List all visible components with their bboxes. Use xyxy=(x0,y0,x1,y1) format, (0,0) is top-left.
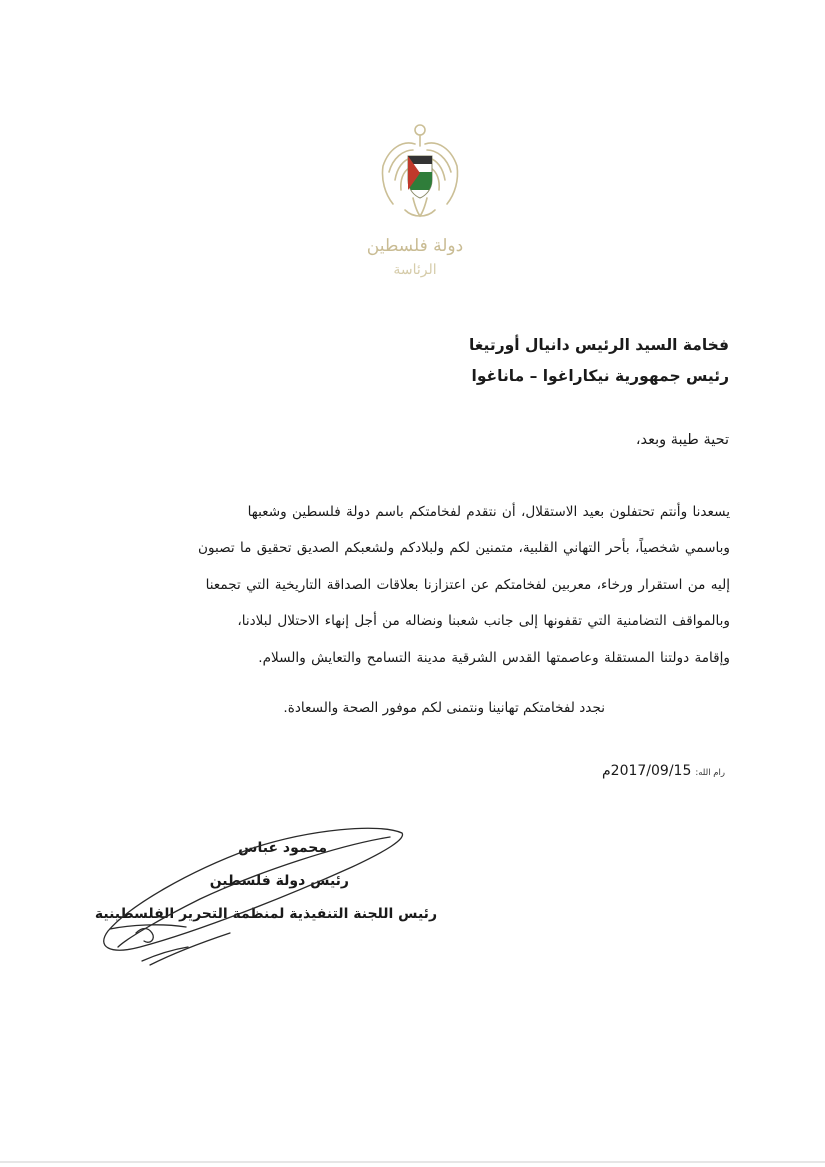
handwritten-signature xyxy=(90,815,430,975)
addressee-name: فخامة السيد الرئيس دانيال أورتيغا xyxy=(468,336,729,354)
letter-body xyxy=(92,494,730,676)
signatory-title-president: رئيس دولة فلسطين xyxy=(209,873,349,889)
signatory-name: محمود عباس xyxy=(238,840,327,856)
body-line: يسعدنا وأنتم تحتفلون بعيد الاستقلال، أن نتقدم لفخامتكم باسم دولة فلسطين وشعبها xyxy=(247,504,730,520)
body-line: إليه من استقرار ورخاء، معربين لفخامتكم عن اعتزازنا بعلاقات الصداقة التاريخية التي تجمعنا xyxy=(205,576,730,593)
body-line: وإقامة دولتنا المستقلة وعاصمتها القدس الشرقية مدينة التسامح والتعايش والسلام. xyxy=(258,649,730,666)
date-line xyxy=(602,763,725,779)
closing-line: نجدد لفخامتكم تهانينا ونتمنى لكم موفور الصحة والسعادة. xyxy=(283,700,605,716)
addressee-title: رئيس جمهورية نيكاراغوا – ماناغوا xyxy=(471,367,729,385)
date-label: رام الله: xyxy=(695,768,725,778)
scan-edge xyxy=(0,1161,825,1163)
signatory-title-plo: رئيس اللجنة التنفيذية لمنظمة التحرير الفلسطينية xyxy=(94,906,437,922)
date-value: 2017/09/15م xyxy=(602,763,692,779)
letterhead-state-name: دولة فلسطين xyxy=(366,236,464,256)
letterhead-office-name: الرئاسة xyxy=(393,262,437,278)
greeting: تحية طيبة وبعد، xyxy=(635,432,729,448)
eagle-emblem-icon xyxy=(375,118,465,226)
body-line: وباسمي شخصياً، بأحر التهاني القلبية، متمنين لكم ولبلادكم ولشعبكم الصديق تحقيق ما تصبون xyxy=(197,540,730,557)
addressee-block xyxy=(469,330,729,392)
body-line: وبالمواقف التضامنية التي تقفونها إلى جانب شعبنا ونضاله من أجل إنهاء الاحتلال لبلادنا، xyxy=(237,613,730,630)
